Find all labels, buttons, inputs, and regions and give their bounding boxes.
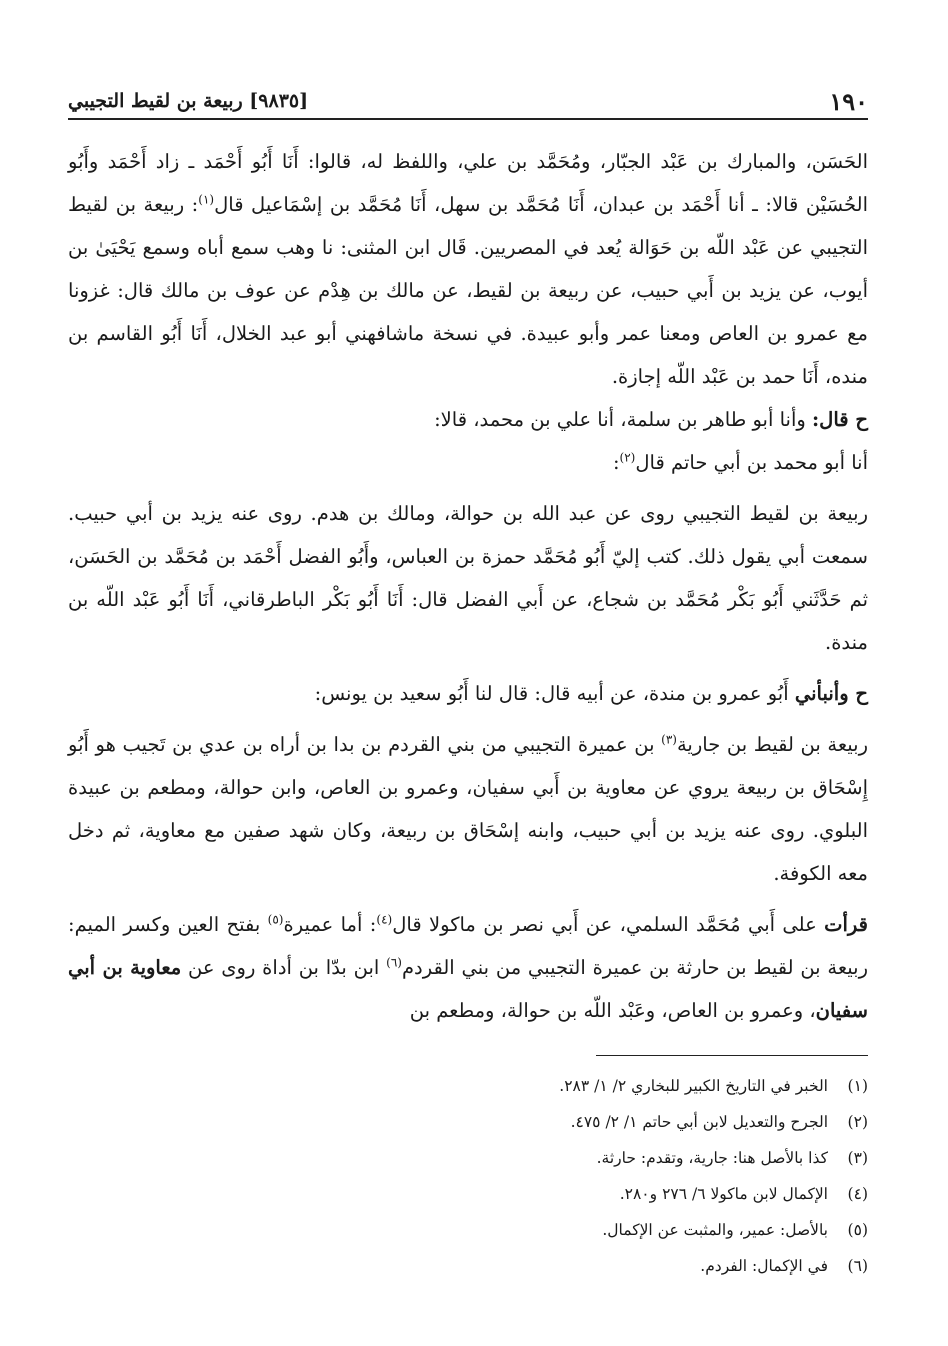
text-run: بفتح العين وكسر الميم: ربيعة بن لقيط بن حارثة بن عميرة التجيبي من بني القردم: [68, 913, 868, 979]
text-paragraph: [68, 441, 868, 484]
footnotes: [108, 1068, 868, 1284]
text-run: : ربيعة بن لقيط التجيبي عن عَبْد اللّه بن حَوَالة يُعد في المصريين. قَال ابن المثنى: نا وهب سمع أباه وسمع يَحْيَىٰ بن أيوب، عن يزيد بن أَبي حبيب، عن ربيعة بن لقيط، عن مالك بن هِدْم عن عوف بن مالك قال: غزونا مع عمرو بن العاص ومعنا عمر وأبو عبيدة. في نسخة ماشافهني أبو عبد الخلال، أَنَا أَبُو القاسم بن منده، أَنَا حمد بن عَبْد اللّه إجازة.: [68, 193, 868, 388]
footnote-number: (٣): [847, 1149, 868, 1167]
footnote-item: [108, 1068, 868, 1104]
text-paragraph: [68, 723, 868, 895]
footnote-number: (٤): [847, 1185, 868, 1203]
text-run: :: [612, 451, 620, 474]
footnote-number: (١): [847, 1077, 868, 1095]
footnote-reference: (٦): [386, 955, 402, 970]
main-text: [68, 140, 868, 1032]
text-run: الحَسَن، والمبارك بن عَبْد الجبّار، ومُحَمَّد بن علي، واللفظ له، قالوا: أَنَا أَبُو أَحْمَد ـ زاد أَحْمَد وأَبُو الحُسَيْن قالا: ـ أنا أَحْمَد بن عبدان، أَنَا مُحَمَّد بن سهل، أَنَا مُحَمَّد بن إسْمَاعيل قال: [68, 150, 868, 216]
footnote-item: [108, 1176, 868, 1212]
footnote-item: [108, 1248, 868, 1284]
footnote-text: الخبر في التاريخ الكبير للبخاري ٢/ ١/ ٢٨٣.: [559, 1077, 828, 1095]
footnote-item: [108, 1212, 868, 1248]
text-run: : أما عميرة: [283, 913, 377, 936]
text-paragraph: [68, 492, 868, 664]
footnote-reference: (١): [198, 192, 215, 207]
text-run: بن عميرة التجيبي من بني القردم بن بدا بن أراه بن عدي بن تَجيب هو أَبُو إِسْحَاق بن ربيعة يروي عن معاوية بن أَبي سفيان، وعمرو بن العاص، وابن حوالة، ومطعم بن عبيدة البلوي. روى عنه يزيد بن أبي حبيب، وابنه إسْحَاق بن ربيعة، وكان شهد صفين مع معاوية، ثم دخل معه الكوفة.: [68, 733, 868, 885]
footnote-reference: (٣): [661, 732, 677, 747]
bold-text-run: ح وأنبأني: [794, 682, 868, 705]
bold-text-run: قرأت: [824, 913, 868, 936]
text-run: أَبُو عمرو بن مندة، عن أبيه قال: قال لنا أَبُو سعيد بن يونس:: [314, 682, 795, 705]
text-paragraph: [68, 672, 868, 715]
footnote-text: كذا بالأصل هنا: جارية، وتقدم: حارثة.: [596, 1149, 828, 1167]
text-run: أنا أبو محمد بن أبي حاتم قال: [635, 451, 868, 474]
footnote-item: [108, 1104, 868, 1140]
running-title: [٩٨٣٥] ربيعة بن لقيط التجيبي: [68, 90, 309, 112]
footnote-number: (٢): [847, 1113, 868, 1131]
footnote-text: بالأصل: عمير، والمثبت عن الإكمال.: [602, 1221, 828, 1239]
bold-text-run: معاوية بن أبي سفيان: [68, 956, 868, 1022]
text-paragraph: [68, 903, 868, 1032]
text-paragraph: [68, 398, 868, 441]
footnote-number: (٥): [847, 1221, 868, 1239]
footnote-text: في الإكمال: الفردم.: [700, 1257, 828, 1275]
footnote-reference: (٥): [267, 912, 284, 927]
page-header: [68, 84, 868, 120]
footnote-item: [108, 1140, 868, 1176]
text-run: ابن بدّا بن أداة روى عن: [181, 956, 387, 979]
page-number: ١٩٠: [829, 86, 868, 116]
footnote-text: الجرح والتعديل لابن أبي حاتم ١/ ٢/ ٤٧٥.: [570, 1113, 828, 1131]
text-run: على أَبي مُحَمَّد السلمي، عن أَبي نصر بن ماكولا قال: [392, 913, 825, 936]
text-run: ربيعة بن لقيط بن جارية: [676, 733, 868, 756]
footnote-reference: (٤): [376, 912, 393, 927]
footnote-text: الإكمال لابن ماكولا ٦/ ٢٧٦ و٢٨٠.: [619, 1185, 828, 1203]
footnote-divider: [596, 1055, 868, 1056]
bold-text-run: ح قال:: [811, 408, 868, 431]
text-run: وأنا أبو طاهر بن سلمة، أنا علي بن محمد، قالا:: [434, 408, 812, 431]
footnote-number: (٦): [847, 1257, 868, 1275]
text-paragraph: [68, 140, 868, 398]
text-run: ربيعة بن لقيط التجيبي روى عن عبد الله بن حوالة، ومالك بن هدم. روى عنه يزيد بن أبي حبيب. سمعت أبي يقول ذلك. كتب إليّ أَبُو مُحَمَّد حمزة بن العباس، وأَبُو الفضل أَحْمَد بن مُحَمَّد بن الحَسَن، ثم حَدَّثَني أَبُو بَكْر مُحَمَّد بن شجاع، عن أَبي الفضل قال: أَنَا أَبُو بَكْر الباطرقاني، أَنَا أَبُو عَبْد اللّه بن مندة.: [68, 502, 868, 654]
footnote-reference: (٢): [619, 450, 636, 465]
text-run: ، وعمرو بن العاص، وعَبْد اللّه بن حوالة، ومطعم بن: [409, 999, 816, 1022]
